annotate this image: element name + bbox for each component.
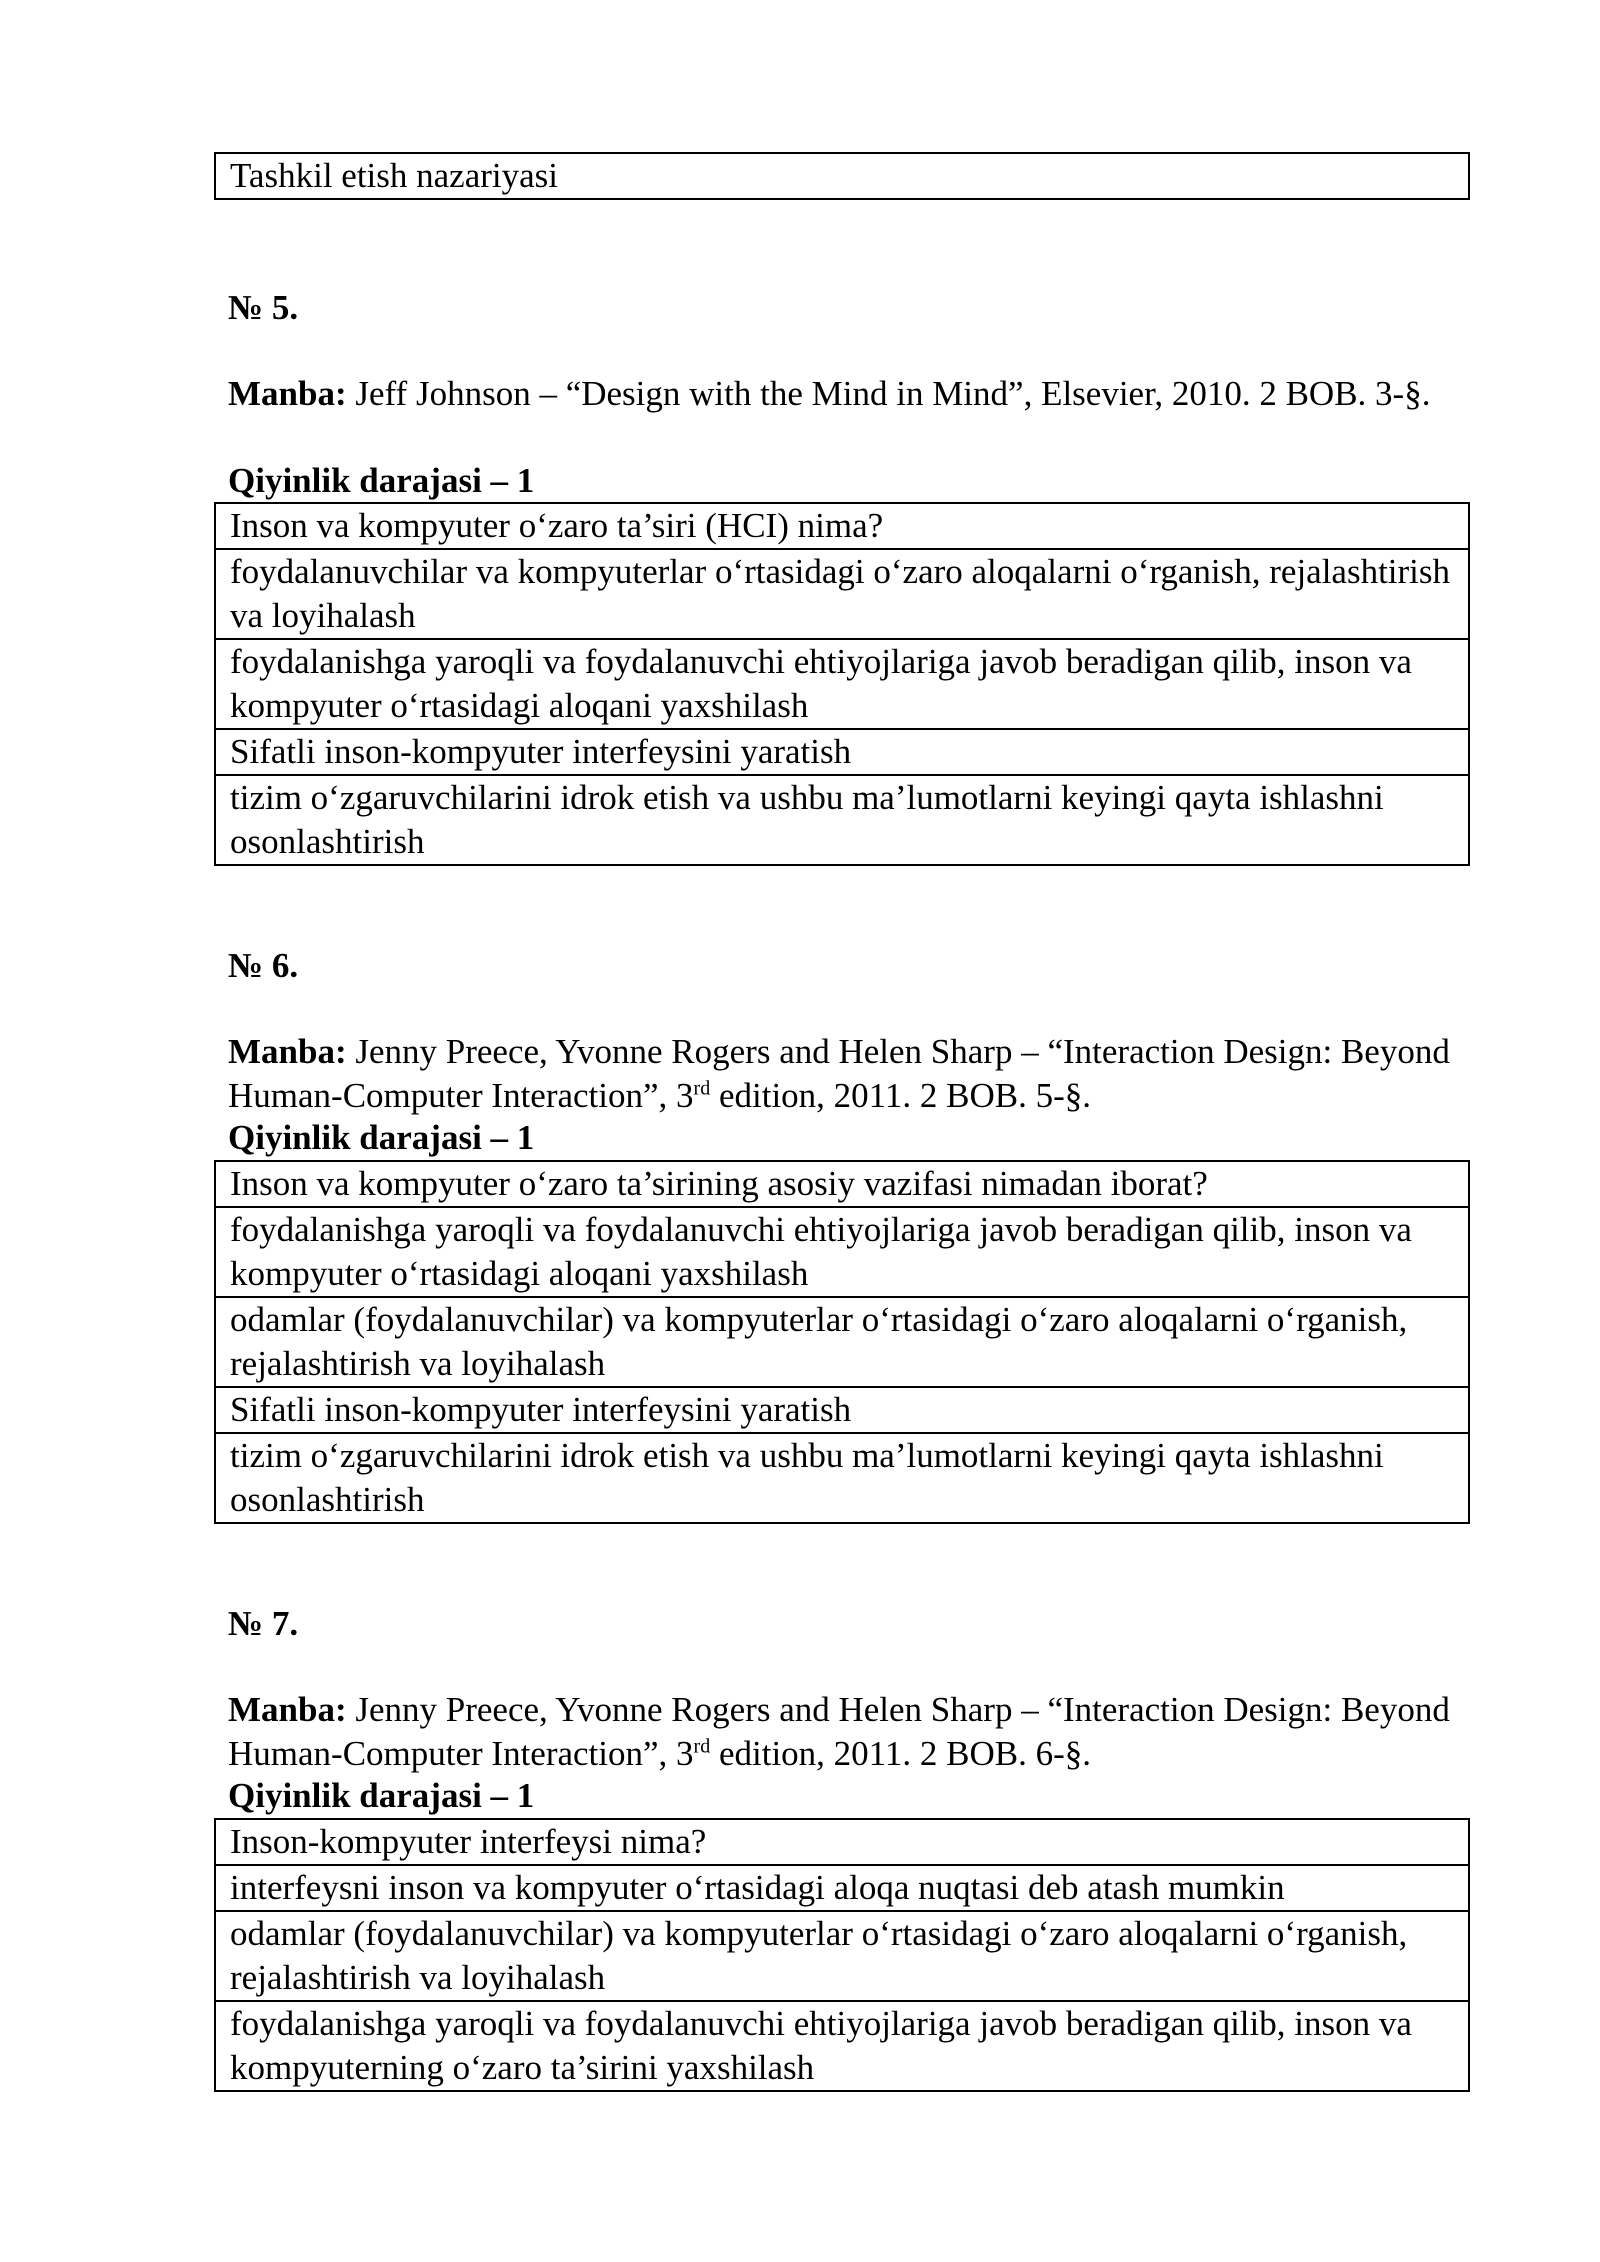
difficulty-level: Qiyinlik darajasi – 1 [228,1776,535,1815]
answer-cell: tizim o‘zgaruvchilarini idrok etish va ushbu ma’lumotlarni keyingi qayta ishlashni osonlashtirish [230,1436,1384,1519]
answer-cell: foydalanishga yaroqli va foydalanuvchi ehtiyojlariga javob beradigan qilib, inson va kompyuter o‘rtasidagi aloqani yaxshilash [216,640,1468,730]
source-text-end: edition, 2011. 2 BOB. 6-§. [710,1734,1091,1773]
question-cell: Inson va kompyuter o‘zaro ta’sirining asosiy vazifasi nimadan iborat? [216,1162,1468,1208]
question-cell: Inson va kompyuter o‘zaro ta’siri (HCI) nima? [216,504,1468,550]
answer-cell: foydalanishga yaroqli va foydalanuvchi ehtiyojlariga javob beradigan qilib, inson va kompyuterning o‘zaro ta’sirini yaxshilash [230,2004,1412,2087]
source-text: Jenny Preece, Yvonne Rogers and Helen Sharp – “Interaction Design: Beyond Human-Computer Interaction”, 3 [228,1690,1450,1773]
source-label: Manba: [228,1690,347,1729]
source-line [228,1688,1468,1776]
answer-cell: Sifatli inson-kompyuter interfeysini yaratish [216,730,1468,776]
answer-table-top [214,152,1470,200]
difficulty-level: Qiyinlik darajasi – 1 [228,461,535,500]
answer-table [214,1818,1470,2092]
source-text: Jeff Johnson – “Design with the Mind in Mind”, Elsevier, 2010. 2 BOB. 3-§. [355,374,1431,413]
question-number: № 6. [228,946,299,985]
superscript: rd [693,1077,711,1100]
answer-cell: foydalanishga yaroqli va foydalanuvchi ehtiyojlariga javob beradigan qilib, inson va kompyuter o‘rtasidagi aloqani yaxshilash [216,1208,1468,1298]
answer-cell: interfeysni inson va kompyuter o‘rtasidagi aloqa nuqtasi deb atash mumkin [216,1866,1468,1912]
answer-cell: odamlar (foydalanuvchilar) va kompyuterlar o‘rtasidagi o‘zaro aloqalarni o‘rganish, rejalashtirish va loyihalash [216,1912,1468,2002]
question-cell: Inson-kompyuter interfeysi nima? [216,1820,1468,1866]
answer-cell: tizim o‘zgaruvchilarini idrok etish va ushbu ma’lumotlarni keyingi qayta ishlashni osonlashtirish [230,778,1384,861]
answer-cell: Sifatli inson-kompyuter interfeysini yaratish [216,1388,1468,1434]
answer-cell: odamlar (foydalanuvchilar) va kompyuterlar o‘rtasidagi o‘zaro aloqalarni o‘rganish, rejalashtirish va loyihalash [216,1298,1468,1388]
source-text: Jenny Preece, Yvonne Rogers and Helen Sharp – “Interaction Design: Beyond Human-Computer Interaction”, 3 [228,1032,1450,1115]
source-line [228,372,1468,416]
answer-table [214,502,1470,866]
question-number: № 5. [228,288,299,327]
difficulty-level: Qiyinlik darajasi – 1 [228,1118,535,1157]
table-cell: Tashkil etish nazariyasi [230,156,559,195]
question-number: № 7. [228,1604,299,1643]
superscript: rd [693,1735,711,1758]
answer-table [214,1160,1470,1524]
source-text-end: edition, 2011. 2 BOB. 5-§. [710,1076,1091,1115]
source-label: Manba: [228,1032,347,1071]
source-line [228,1030,1468,1118]
answer-cell: foydalanuvchilar va kompyuterlar o‘rtasidagi o‘zaro aloqalarni o‘rganish, rejalashtirish va loyihalash [216,550,1468,640]
source-label: Manba: [228,374,347,413]
